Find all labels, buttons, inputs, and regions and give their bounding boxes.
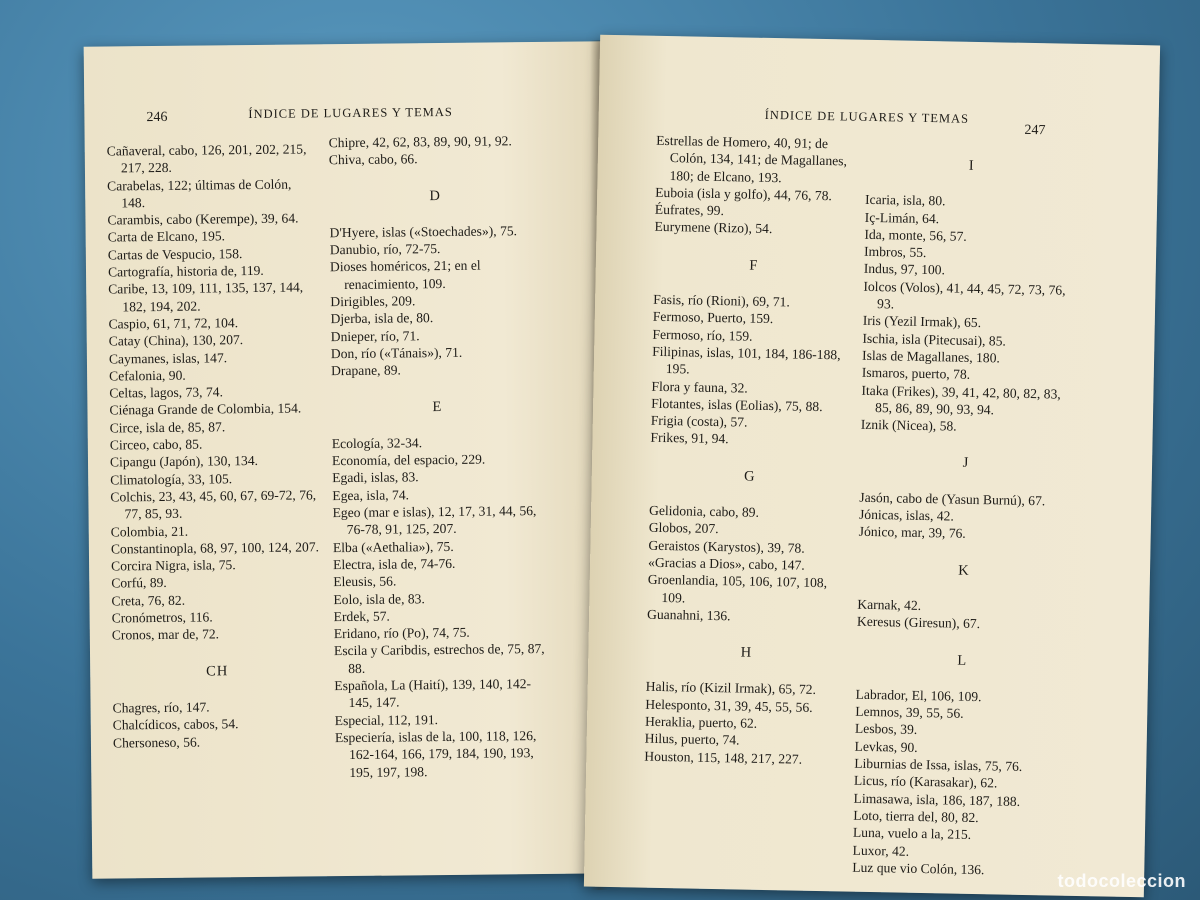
index-entry: Egadi, islas, 83.: [332, 469, 419, 486]
index-entry: Electra, isla de, 74-76.: [333, 555, 456, 573]
index-entry: Eridano, río (Po), 74, 75.: [333, 624, 470, 642]
index-entry: Carabelas, 122; últimas de Colón, 148.: [107, 176, 292, 211]
index-entry: Ecología, 32-34.: [331, 435, 423, 452]
index-entry: Frikes, 91, 94.: [650, 430, 729, 447]
index-entry: Gelidonia, cabo, 89.: [648, 502, 760, 520]
index-entry: Fasis, río (Rioni), 69, 71.: [653, 291, 790, 310]
index-entry: Ismaros, puerto, 78.: [861, 365, 971, 383]
index-entry: Dnieper, río, 71.: [330, 327, 420, 344]
page-number-left: 246: [146, 109, 168, 126]
index-entry: Iris (Yezil Irmak), 65.: [862, 313, 982, 331]
index-entry: Ischia, isla (Pitecusai), 85.: [862, 330, 1007, 349]
index-entry: Filipinas, islas, 101, 184, 186-188, 195.: [652, 343, 841, 377]
index-entry: Española, La (Haití), 139, 140, 142-145, 147.: [334, 676, 532, 711]
index-column-left-1: [107, 140, 323, 751]
index-entry: Chalcídicos, cabos, 54.: [112, 716, 239, 733]
index-column-right-1: [644, 132, 856, 769]
index-entry: Globos, 207.: [648, 520, 719, 537]
watermark-logo: todocoleccion: [1057, 871, 1186, 891]
index-entry: Guanahni, 136.: [646, 606, 731, 624]
index-entry: Heraklia, puerto, 62.: [644, 713, 758, 731]
index-entry: Imbros, 55.: [863, 243, 927, 261]
index-entry: Karnak, 42.: [857, 596, 922, 613]
left-page: [84, 41, 615, 878]
index-entry: Chiva, cabo, 66.: [328, 151, 418, 168]
index-entry: Climatología, 33, 105.: [110, 470, 233, 488]
index-entry: Jónicas, islas, 42.: [858, 506, 954, 524]
index-entry: Flotantes, islas (Eolias), 75, 88.: [651, 395, 823, 414]
index-entry: Euboia (isla y golfo), 44, 76, 78.: [655, 184, 833, 204]
index-entry: D'Hyere, islas («Stoechades»), 75.: [329, 223, 518, 241]
index-entry: Egea, isla, 74.: [332, 487, 410, 503]
index-entry: Cronómetros, 116.: [111, 609, 213, 626]
index-entry: Houston, 115, 148, 217, 227.: [644, 748, 803, 767]
index-entry: Jónico, mar, 39, 76.: [858, 524, 966, 542]
index-entry: Groenlandia, 105, 106, 107, 108, 109.: [647, 571, 828, 605]
index-entry: Dioses homéricos, 21; en el renacimiento, 109.: [329, 258, 481, 292]
index-entry: Indus, 97, 100.: [863, 261, 946, 278]
section-letter: G: [743, 468, 756, 485]
running-header-left: ÍNDICE DE LUGARES Y TEMAS: [248, 104, 453, 122]
index-entry: Economía, del espacio, 229.: [331, 451, 486, 469]
index-entry: Islas de Magallanes, 180.: [861, 347, 1001, 366]
index-entry: Levkas, 90.: [854, 738, 918, 755]
section-letter: I: [968, 157, 975, 174]
index-entry: Limasawa, isla, 186, 187, 188.: [853, 790, 1021, 809]
index-entry: Keresus (Giresun), 67.: [856, 613, 981, 632]
index-entry: Especiería, islas de la, 100, 118, 126, 162-164, 166, 179, 184, 190, 193, 195, 197, 198.: [334, 727, 537, 780]
index-entry: Colombia, 21.: [110, 523, 189, 540]
index-entry: Hilus, puerto, 74.: [644, 731, 740, 748]
index-entry: Creta, 76, 82.: [111, 592, 186, 609]
index-entry: Carta de Elcano, 195.: [107, 228, 226, 245]
section-letter: E: [432, 398, 443, 415]
index-entry: Luna, vuelo a la, 215.: [852, 824, 972, 843]
index-entry: Loto, tierra del, 80, 82.: [853, 807, 979, 826]
index-entry: Circeo, cabo, 85.: [109, 436, 203, 453]
index-entry: Eolo, isla de, 83.: [333, 590, 425, 607]
index-entry: Carambis, cabo (Kerempe), 39, 64.: [107, 210, 299, 228]
index-entry: Catay (China), 130, 207.: [108, 332, 244, 349]
index-entry: Helesponto, 31, 39, 45, 55, 56.: [645, 696, 813, 715]
index-entry: Caspio, 61, 71, 72, 104.: [108, 315, 239, 332]
index-entry: Itaka (Frikes), 39, 41, 42, 80, 82, 83, 85, 86, 89, 90, 93, 94.: [861, 382, 1061, 418]
index-column-right-2: [852, 136, 1078, 880]
index-entry: Drapane, 89.: [330, 362, 401, 379]
index-entry: Geraistos (Karystos), 39, 78.: [648, 537, 805, 556]
index-entry: Celtas, lagos, 73, 74.: [109, 384, 224, 401]
index-entry: Liburnias de Issa, islas, 75, 76.: [854, 755, 1023, 774]
index-entry: Iç-Limán, 64.: [864, 209, 940, 226]
section-letter: K: [958, 562, 970, 579]
index-entry: Ciénaga Grande de Colombia, 154.: [109, 400, 302, 418]
index-entry: Halis, río (Kizil Irmak), 65, 72.: [645, 679, 817, 698]
right-page: [584, 35, 1160, 898]
index-entry: Labrador, El, 106, 109.: [855, 686, 982, 704]
index-entry: Luz que vio Colón, 136.: [852, 859, 985, 878]
index-entry: Iznik (Nicea), 58.: [860, 416, 957, 434]
section-letter: F: [749, 257, 759, 274]
index-entry: Jasón, cabo de (Yasun Burnú), 67.: [859, 489, 1046, 509]
index-entry: Danubio, río, 72-75.: [329, 241, 441, 258]
index-entry: Licus, río (Karasakar), 62.: [853, 773, 998, 791]
index-entry: Elba («Aethalia»), 75.: [332, 538, 454, 555]
index-entry: Circe, isla de, 85, 87.: [109, 419, 226, 436]
index-entry: Fermoso, río, 159.: [652, 326, 753, 344]
index-entry: Corcira Nigra, isla, 75.: [111, 557, 236, 574]
index-entry: Especial, 112, 191.: [334, 711, 439, 728]
index-entry: Lemnos, 39, 55, 56.: [855, 703, 964, 721]
index-entry: Caribe, 13, 109, 111, 135, 137, 144, 182, 194, 202.: [108, 279, 304, 315]
index-entry: Djerba, isla de, 80.: [330, 310, 434, 327]
index-entry: Don, río («Tánais»), 71.: [330, 344, 463, 362]
index-entry: «Gracias a Dios», cabo, 147.: [647, 554, 805, 573]
index-entry: Escila y Caribdis, estrechos de, 75, 87, 88.: [333, 641, 545, 676]
index-entry: Cefalonia, 90.: [109, 367, 186, 384]
index-entry: Estrellas de Homero, 40, 91; de Colón, 134, 141; de Magallanes, 180; de Elcano, 193.: [656, 132, 848, 185]
index-entry: Egeo (mar e islas), 12, 17, 31, 44, 56, 76-78, 91, 125, 207.: [332, 503, 537, 538]
index-entry: Éufrates, 99.: [654, 201, 725, 219]
index-entry: Fermoso, Puerto, 159.: [652, 309, 774, 327]
section-letter: J: [962, 455, 970, 472]
index-entry: Corfú, 89.: [111, 575, 167, 591]
index-entry: Colchis, 23, 43, 45, 60, 67, 69-72, 76, 77, 85, 93.: [110, 487, 317, 522]
index-entry: Constantinopla, 68, 97, 100, 124, 207.: [110, 539, 320, 557]
index-entry: Cartografía, historia de, 119.: [107, 262, 264, 280]
index-entry: Ida, monte, 56, 57.: [864, 226, 967, 244]
index-entry: Eurymene (Rizo), 54.: [654, 219, 773, 237]
index-entry: Caymanes, islas, 147.: [108, 349, 228, 367]
index-column-left-2: [329, 132, 548, 781]
index-entry: Frigia (costa), 57.: [650, 412, 748, 430]
index-entry: Flora y fauna, 32.: [651, 378, 748, 396]
page-number-right: 247: [1024, 122, 1046, 139]
index-entry: Erdek, 57.: [333, 608, 390, 624]
index-entry: Chipre, 42, 62, 83, 89, 90, 91, 92.: [328, 133, 512, 151]
section-letter: CH: [206, 662, 229, 680]
section-letter: L: [957, 652, 968, 669]
index-entry: Cañaveral, cabo, 126, 201, 202, 215, 217, 228.: [106, 141, 307, 176]
index-entry: Chersoneso, 56.: [112, 734, 201, 750]
index-entry: Cipangu (Japón), 130, 134.: [109, 453, 259, 470]
index-entry: Cartas de Vespucio, 158.: [107, 245, 243, 263]
section-letter: H: [740, 644, 753, 661]
index-entry: Dirigibles, 209.: [330, 293, 416, 310]
section-letter: D: [429, 187, 442, 204]
running-header-right: ÍNDICE DE LUGARES Y TEMAS: [764, 107, 970, 126]
index-entry: Iolcos (Volos), 41, 44, 45, 72, 73, 76, 93.: [863, 278, 1066, 312]
index-entry: Cronos, mar de, 72.: [111, 626, 220, 643]
index-entry: Chagres, río, 147.: [112, 699, 210, 716]
index-entry: Eleusis, 56.: [333, 573, 397, 590]
index-entry: Lesbos, 39.: [854, 721, 918, 738]
index-entry: Icaria, isla, 80.: [864, 192, 946, 209]
index-entry: Luxor, 42.: [852, 842, 910, 859]
